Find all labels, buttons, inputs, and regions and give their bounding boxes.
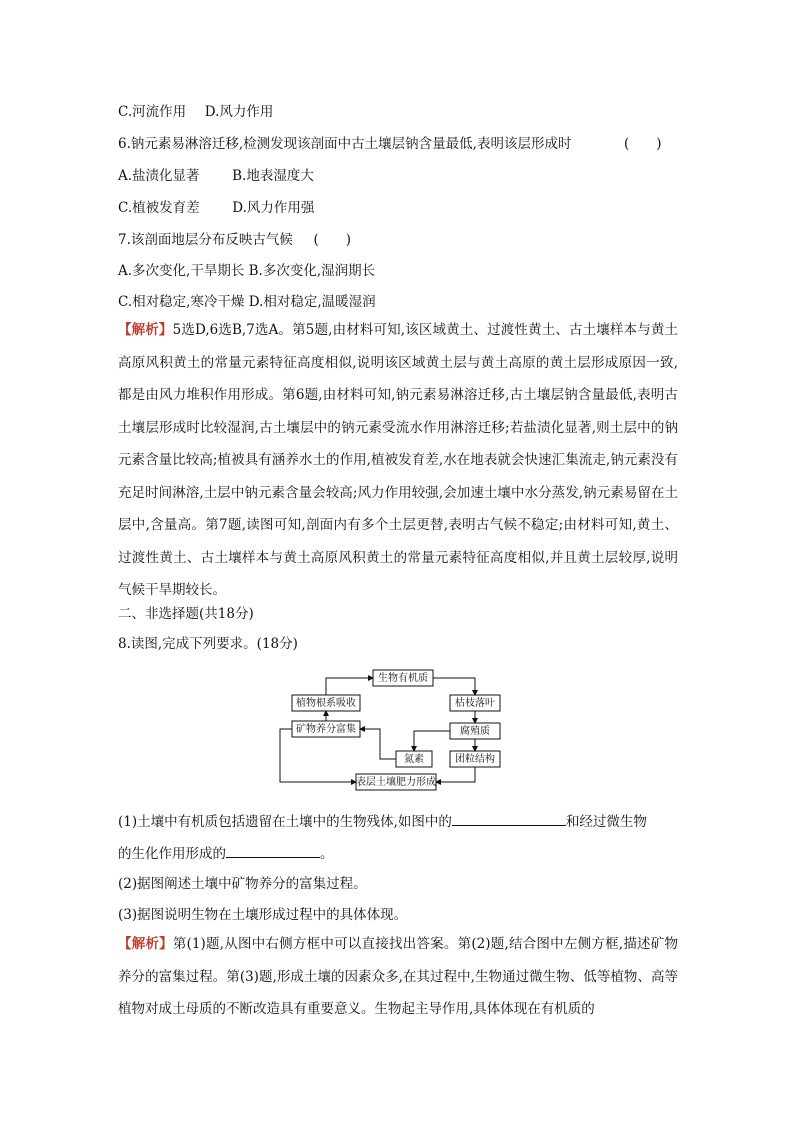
analysis-text: 第(1)题,从图中右侧方框中可以直接找出答案。第(2)题,结合图中左侧方框,描述矿物养分的富集过程。第(3)题,形成土壤的因素众多,在其过程中,生物通过微生物、低等植物、高等植物对成土母质的不断改造具有重要意义。生物起主导作用,具体体现在有机质的 — [118, 936, 679, 1017]
node-aggregate: 团粒结构 — [455, 754, 495, 765]
q5-option-d: D.风力作用 — [204, 104, 274, 120]
q7-stem: 7.该剖面地层分布反映古气候 ( ) — [118, 232, 352, 248]
fill-blank-1[interactable] — [452, 811, 566, 826]
q6-answer-bracket: ( ) — [624, 136, 662, 152]
node-humus-box — [450, 723, 500, 739]
node-organic: 生物有机质 — [378, 673, 428, 684]
analysis-text: 5选D,6选B,7选A。第5题,由材料可知,该区域黄土、过渡性黄土、古土壤样本与黄土高原风积黄土的常量元素特征高度相似,说明该区域黄土层与黄土高原的黄土层形成原因一致,都是由风力堆积作用形成。第6题,由材料可知,钠元素易淋溶迁移,古土壤层钠含量最低,表明古土壤层形成时比较湿润,古土壤层中的钠元素受流水作用淋溶迁移;若盐渍化显著,则土层中的钠元素含量比较高;植被具有涵养水土的作用,植被发育差,水在地表就会快速汇集流走,钠元素没有充足时间淋溶,土层中钠元素含量会较高;风力作用较强,会加速土壤中水分蒸发,钠元素易留在土层中,含量高。第7题,读图可知,剖面内有多个土层更替,表明古气候不稳定;由材料可知,黄土、过渡性黄土、古土壤样本与黄土高原风积黄土的常量元素特征高度相似,并且黄土层较厚,说明气候干旱期较长。 — [118, 322, 678, 598]
node-litter-box — [450, 695, 500, 711]
edge-mineral-fertility — [280, 729, 356, 782]
q6-option-d: D.风力作用强 — [232, 200, 315, 216]
edge-humus-nitrogen — [414, 731, 450, 751]
q8-sub2: (2)据图阐述土壤中矿物养分的富集过程。 — [118, 876, 367, 892]
q6-options-cd — [118, 198, 314, 218]
q7-answer-bracket: ( ) — [313, 232, 352, 248]
node-nitrogen-box — [396, 751, 432, 767]
analysis-tag: 【解析】 — [118, 322, 173, 338]
q8-sub1-line1: (1)土壤中有机质包括遗留在土壤中的生物残体,如图中的 和经过微生物 — [118, 811, 647, 832]
q7-options-ab: A.多次变化,干旱期长 B.多次变化,湿润期长 — [118, 263, 376, 279]
q6-option-a: A.盐渍化显著 — [118, 168, 200, 184]
node-mineral: 矿物养分富集 — [296, 724, 356, 735]
analysis-q5-7 — [118, 314, 678, 607]
analysis-q8 — [118, 928, 678, 1026]
node-mineral-box — [292, 721, 360, 737]
node-organic-box — [373, 670, 433, 686]
analysis-tag: 【解析】 — [118, 936, 173, 952]
node-litter: 枯枝落叶 — [455, 698, 495, 709]
node-aggregate-box — [450, 751, 500, 767]
q5-options — [118, 102, 273, 122]
node-nitrogen: 氮素 — [404, 754, 424, 765]
edge-organic-litter — [433, 678, 475, 695]
edge-nitrogen-mineral — [360, 729, 396, 759]
q8-sub3: (3)据图说明生物在土壤形成过程中的具体体现。 — [118, 907, 408, 923]
q6-options-ab — [118, 166, 314, 186]
node-fertility: 表层土壤肥力形成 — [356, 777, 436, 788]
q6-option-b: B.地表湿度大 — [232, 168, 314, 184]
q8-stem: 8.读图,完成下列要求。(18分) — [118, 636, 298, 652]
node-root: 植物根系吸收 — [296, 698, 356, 709]
q5-option-c: C.河流作用 — [118, 104, 187, 120]
fill-blank-2[interactable] — [226, 843, 320, 858]
q7-options-cd: C.相对稳定,寒冷干燥 D.相对稳定,温暖湿润 — [118, 294, 376, 310]
node-root-box — [292, 695, 360, 711]
node-humus: 腐殖质 — [460, 726, 490, 737]
edge-root-organic — [326, 678, 373, 695]
q8-sub1-line2: 的生化作用形成的 。 — [118, 843, 334, 864]
node-fertility-box — [356, 774, 436, 790]
edge-aggregate-fertility — [436, 767, 475, 782]
q6-option-c: C.植被发育差 — [118, 200, 200, 216]
q6-stem: 6.钠元素易淋溶迁移,检测发现该剖面中古土壤层钠含量最低,表明该层形成时 — [118, 136, 572, 152]
section-title: 二、非选择题(共18分) — [118, 606, 254, 622]
